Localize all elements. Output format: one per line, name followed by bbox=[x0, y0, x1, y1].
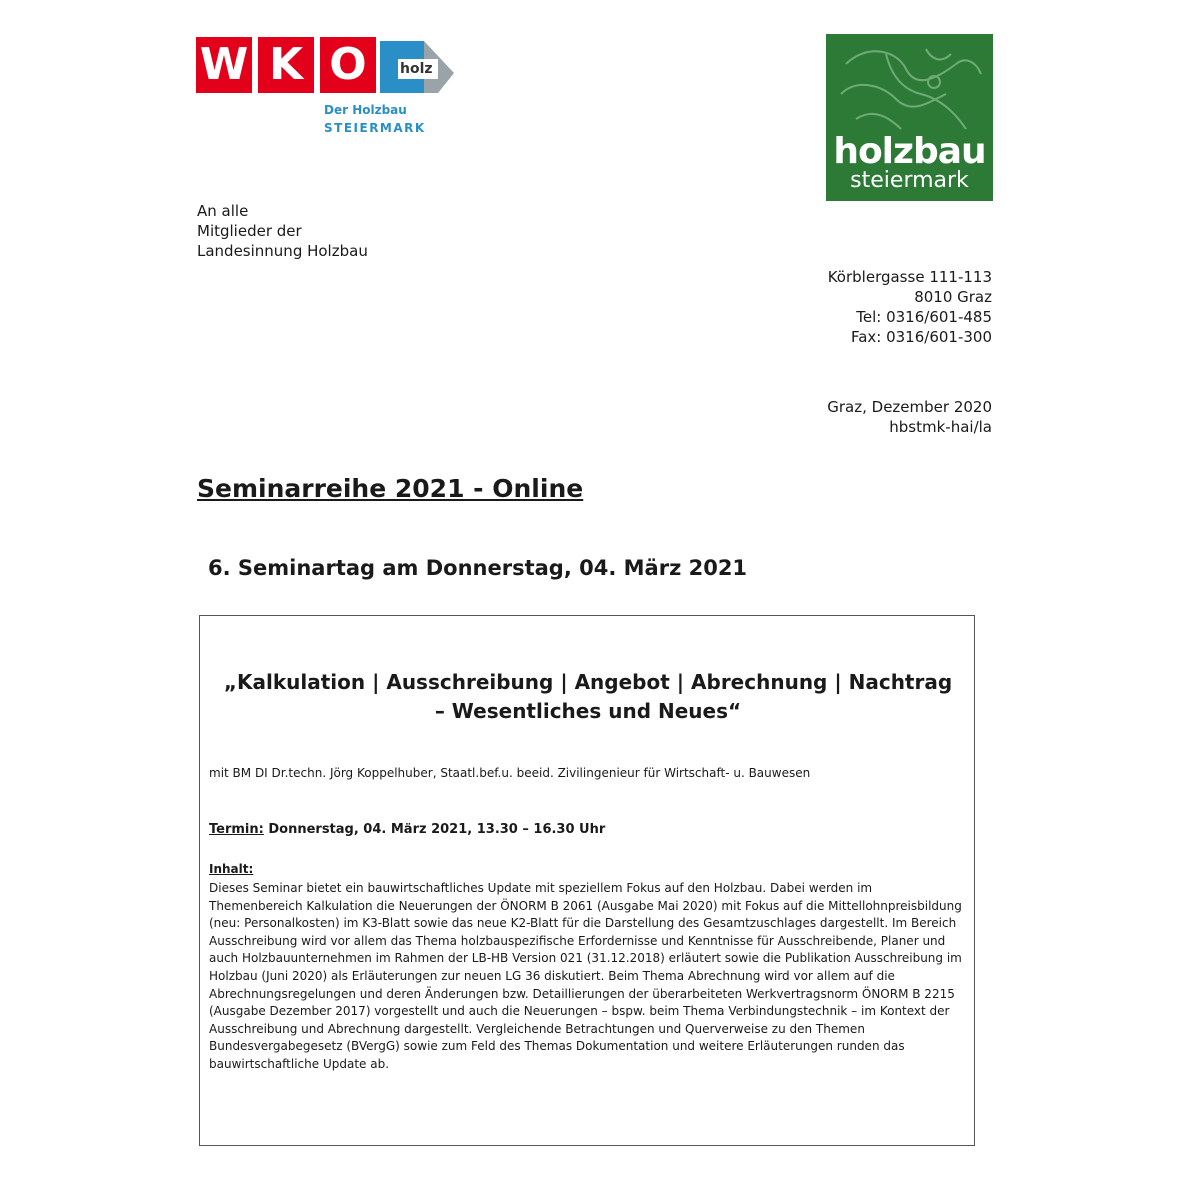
recipient-line: Landesinnung Holzbau bbox=[197, 242, 368, 260]
holzbau-steiermark-logo bbox=[826, 34, 993, 201]
letter-reference: hbstmk-hai/la bbox=[889, 418, 992, 436]
letter-date: Graz, Dezember 2020 bbox=[827, 398, 992, 416]
address-line: Fax: 0316/601-300 bbox=[850, 328, 992, 346]
address-line: Körblergasse 111-113 bbox=[827, 268, 992, 286]
seminar-topic-line2: – Wesentliches und Neues“ bbox=[434, 699, 742, 723]
seminar-topic-heading bbox=[200, 668, 976, 726]
seminar-info-box bbox=[199, 615, 975, 1146]
address-line: Tel: 0316/601-485 bbox=[856, 308, 992, 326]
holz-badge-text: holz bbox=[400, 61, 433, 77]
speaker-line: mit BM DI Dr.techn. Jörg Koppelhuber, Staatl.bef.u. beeid. Zivilingenieur für Wirtschaft- u. Bauwesen bbox=[209, 766, 811, 780]
holzbau-wordmark: holzbau bbox=[833, 131, 986, 172]
wko-subtitle-line2: STEIERMARK bbox=[324, 121, 426, 135]
termin-label: Termin: bbox=[209, 822, 264, 837]
recipient-line: Mitglieder der bbox=[197, 222, 302, 240]
recipient-line: An alle bbox=[197, 202, 249, 220]
wko-subtitle-line1: Der Holzbau bbox=[324, 103, 407, 117]
termin-line bbox=[209, 822, 605, 837]
wko-letter-w: W bbox=[196, 37, 252, 93]
recipient-block bbox=[197, 201, 368, 261]
wko-letter-o: O bbox=[320, 37, 376, 93]
address-line: 8010 Graz bbox=[914, 288, 992, 306]
seminar-day-heading: 6. Seminartag am Donnerstag, 04. März 2021 bbox=[208, 556, 748, 580]
wko-letter-k: K bbox=[258, 37, 314, 93]
date-reference bbox=[827, 397, 992, 437]
seminar-topic-line1: „Kalkulation | Ausschreibung | Angebot | Abrechnung | Nachtrag bbox=[223, 670, 953, 694]
sender-address bbox=[828, 267, 992, 347]
steiermark-wordmark: steiermark bbox=[850, 168, 969, 193]
inhalt-paragraph: Dieses Seminar bietet ein bauwirtschaftliches Update mit speziellem Fokus auf den Holzbau. Dabei werden im Themenbereich Kalkulation die Neuerungen der ÖNORM B 2061 (Ausgabe Mai 2020) mit Fokus auf die Mittellohnpreisbildung (neu: Personalkosten) im K3-Blatt sowie das neue K2-Blatt für die Darstellung des Gesamtzuschlages dargestellt. Im Bereich Ausschreibung wird vor allem das Thema holzbauspezifische Erfordernisse und Kenntnisse für Ausschreibende, Planer und auch Holzbauunternehmen im Rahmen der LB-HB Version 021 (31.12.2018) erläutert sowie die Publikation Ausschreibung im Holzbau (Juni 2020) als Erläuterungen zur neuen LG 36 diskutiert. Beim Thema Abrechnung wird vor allem auf die Abrechnungsregelungen und deren Änderungen bzw. Detaillierungen der überarbeiteten Werkvertragsnorm ÖNORM B 2215 (Ausgabe Dezember 2017) vorgestellt und auch die Neuerungen – bspw. beim Thema Verbindungstechnik – im Kontext der Ausschreibung und Abrechnung dargestellt. Vergleichende Betrachtungen und Querverweise zu den Themen Bundesvergabegesetz (BVergG) sowie zum Feld des Themas Dokumentation und weitere Erläuterungen runden das bauwirtschaftliche Update ab. bbox=[209, 881, 962, 1071]
page-title: Seminarreihe 2021 - Online bbox=[197, 474, 584, 503]
wko-logo bbox=[196, 37, 456, 137]
termin-value: Donnerstag, 04. März 2021, 13.30 – 16.30 Uhr bbox=[263, 822, 606, 837]
inhalt-label: Inhalt: bbox=[209, 862, 254, 876]
